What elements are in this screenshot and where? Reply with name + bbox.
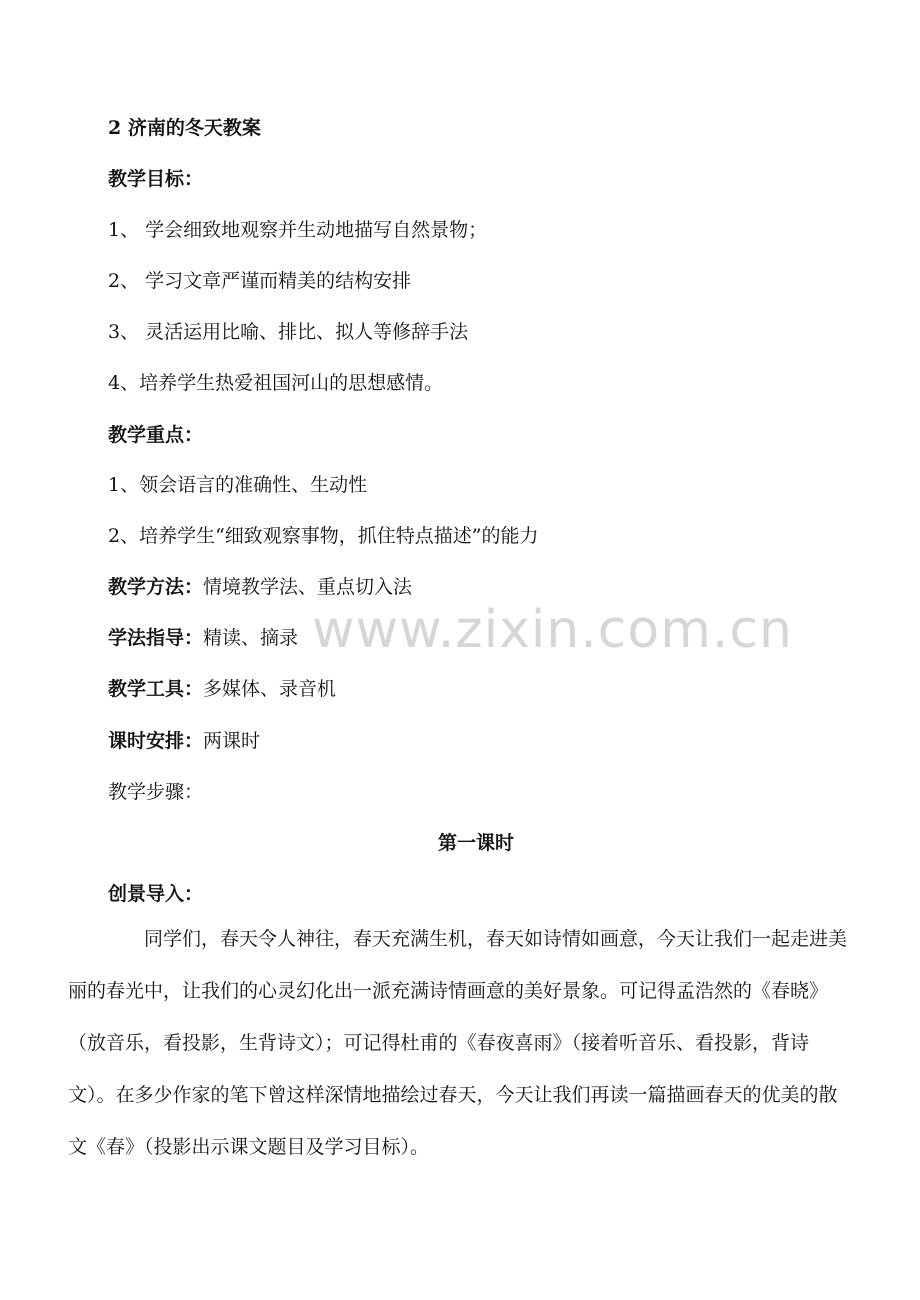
schedule-value: 两课时 xyxy=(203,730,261,752)
intro-paragraph xyxy=(68,913,868,1173)
study-value: 精读、摘录 xyxy=(203,627,299,649)
lesson-heading: 第一课时 xyxy=(437,832,514,854)
goal-item: 4、培养学生热爱祖国河山的思想感情。 xyxy=(108,372,444,394)
intro-line: （放音乐，看投影，生背诗文）；可记得杜甫的《春夜喜雨》（接着听音乐、看投影，背诗 xyxy=(68,1032,810,1054)
goal-item: 2、 学习文章严谨而精美的结构安排 xyxy=(108,270,412,292)
key-point-item: 2、培养学生“细致观察事物，抓住特点描述”的能力 xyxy=(108,525,539,547)
key-points-heading: 教学重点： xyxy=(108,424,204,446)
goal-item: 3、 灵活运用比喻、排比、拟人等修辞手法 xyxy=(108,321,469,343)
study-row xyxy=(108,626,298,650)
schedule-row xyxy=(108,729,260,753)
goal-item: 1、 学会细致地观察并生动地描写自然景物； xyxy=(108,219,488,241)
document-title: 2 济南的冬天教案 xyxy=(108,117,261,139)
intro-line: 丽的春光中，让我们的心灵幻化出一派充满诗情画意的美好景象。可记得孟浩然的《春晓》 xyxy=(68,980,829,1002)
watermark: www.zixin.com.cn xyxy=(312,600,793,660)
schedule-label: 课时安排： xyxy=(108,730,204,752)
intro-line: 同学们，春天令人神往，春天充满生机，春天如诗情如画意，今天让我们一起走进美 xyxy=(144,928,848,950)
method-value: 情境教学法、重点切入法 xyxy=(203,576,413,598)
tools-label: 教学工具： xyxy=(108,678,204,700)
intro-heading: 创景导入： xyxy=(108,883,204,905)
study-label: 学法指导： xyxy=(108,627,204,649)
key-point-item: 1、领会语言的准确性、生动性 xyxy=(108,474,368,496)
tools-value: 多媒体、录音机 xyxy=(203,678,337,700)
intro-line: 文《春》（投影出示课文题目及学习目标）。 xyxy=(68,1136,430,1158)
tools-row xyxy=(108,677,336,701)
method-label: 教学方法： xyxy=(108,576,204,598)
intro-line: 文）。在多少作家的笔下曾这样深情地描绘过春天，今天让我们再读一篇描画春天的优美的散 xyxy=(68,1084,838,1106)
steps-label: 教学步骤： xyxy=(108,781,204,803)
goals-heading: 教学目标： xyxy=(108,168,204,190)
method-row xyxy=(108,575,412,599)
